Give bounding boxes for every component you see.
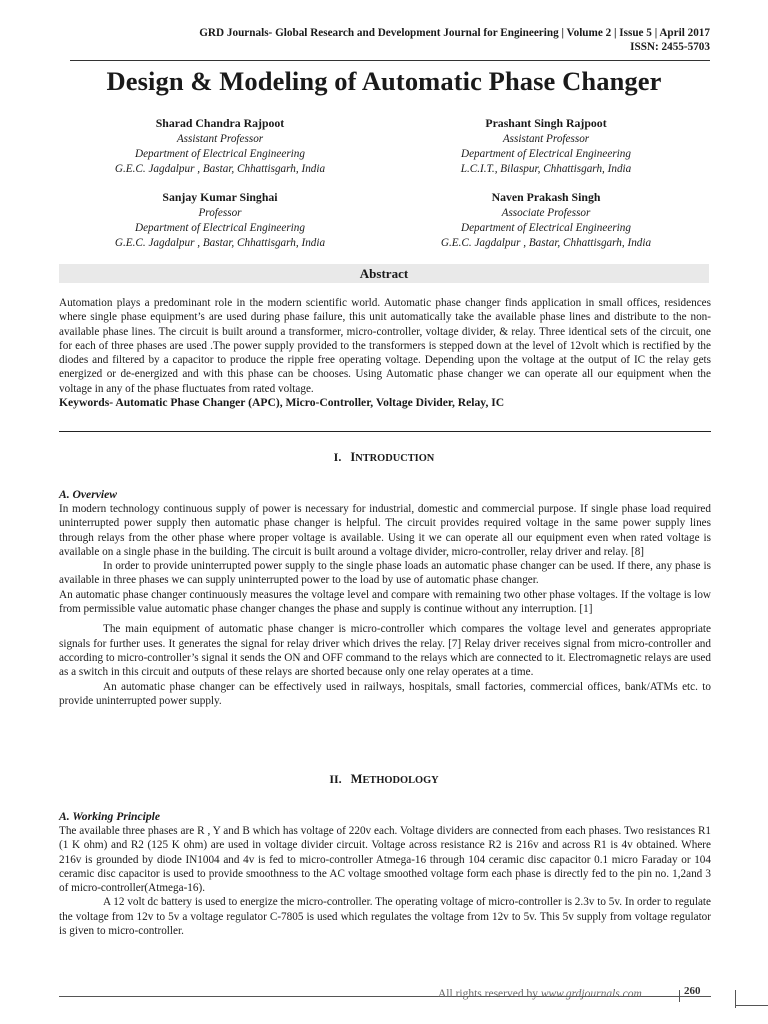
paragraph: The available three phases are R , Y and B which has voltage of 220v each. Voltage dividers are connected from each phases. Two resistances R1 (1 K ohm) and R2 (125 K ohm) are used in voltage divider circuit. Voltage across resistance R2 is 216v and across R1 is 4v obtained. Where 216v is grounded by diode IN1004 and 4v is fed to micro-controller Atmega-16 through 104 ceramic disc capacitor 0.1 micro Faraday or 104 ceramic disc capacitor is used to provide smoothness to the AC voltage smoothed voltage form each phase is directly fed to the pin no. 1,2and 3 of micro-controller(Atmega-16). [59, 825, 711, 895]
author-block-4 [396, 190, 696, 251]
journal-header [70, 26, 710, 54]
section-title-rest: ETHODOLOGY [362, 775, 439, 786]
footer-rights [438, 988, 642, 1000]
page-number: 260 [684, 985, 701, 997]
author-block-1 [70, 116, 370, 177]
author-role: Professor [198, 207, 242, 219]
author-name: Sharad Chandra Rajpoot [155, 116, 285, 130]
paragraph: In modern technology continuous supply of power is necessary for industrial, domestic and commercial purpose. If single phase load required uninterrupted power supply then automatic phase changer is helpful. The circuit provides required voltage in the same power supply lines through relays from the other phase where proper voltage is available. Using it we can operate all our equipment even when rated voltage is available on a single phase in the building. The circuit is built around a voltage divider, micro-controller, relay driver and relay. [8] [59, 503, 711, 558]
paragraph: A 12 volt dc battery is used to energize the micro-controller. The operating voltage of micro-controller is 2.3v to 5v. In order to regulate the voltage from 12v to 5v a voltage regulator C-7805 is used which regulates the voltage from 12v to 5v. This 5v supply from voltage regulator is given to micro-controller. [59, 896, 711, 938]
author-inst: G.E.C. Jagdalpur , Bastar, Chhattisgarh, India [114, 163, 326, 175]
author-inst: G.E.C. Jagdalpur , Bastar, Chhattisgarh, India [440, 237, 652, 249]
paragraph: An automatic phase changer continuously measures the voltage level and compare with remaining two other phase voltages. If the voltage is low from permissible value automatic phase changer changes the phase and supply is continue without any interruption. [1] [59, 588, 711, 616]
footer-divider [735, 1005, 768, 1006]
section-title-initial: M [350, 772, 363, 786]
section-heading-introduction [0, 450, 768, 465]
footer-divider [679, 990, 680, 1002]
abstract-text: Automation plays a predominant role in the modern scientific world. Automatic phase changer finds application in small offices, residences where single phase equipment’s are used during phase failure, this unit automatically take the available phase lines and distribute to the non-available phase lines. The circuit is built around a transformer, micro-controller, voltage divider, & relay. Three identical sets of the circuit, one for each of three phases are used .The power supply provided to the transformers is stepped down at the level of 12volt which is rectified by the diodes and filtered by a capacitor to produce the ripple free operating voltage. Depending upon the voltage at the output of IC the relay gets energized or de-energized and with this phase can be chooses. Using Automatic phase changer we can operate all our equipment when the voltage in any of the phase fluctuates from rated voltage. [59, 297, 711, 395]
author-inst: L.C.I.T., Bilaspur, Chhattisgarh, India [460, 163, 632, 175]
author-dept: Department of Electrical Engineering [461, 148, 631, 160]
abstract-body [59, 296, 711, 410]
section-title-rest: NTRODUCTION [355, 453, 435, 464]
abstract-divider [59, 431, 711, 432]
author-name: Prashant Singh Rajpoot [485, 116, 607, 130]
paragraph: In order to provide uninterrupted power supply to the single phase loads an automatic phase changer can be used. If there, any phase is available in three phases we can supply uninterrupted power to the load by use of automatic phase changer. [59, 560, 711, 587]
author-role: Associate Professor [501, 207, 591, 219]
journal-website-link[interactable]: www.grdjournals.com [540, 988, 642, 1000]
section-number: I. [333, 450, 342, 464]
paragraph: The main equipment of automatic phase changer is micro-controller which compares the voltage level and generates appropriate signals for further uses. It generates the signal for relay driver which drives the relay. [7] Relay driver receives signal from micro-controller and according to micro-controller’s signal it sends the ON and OFF command to the relays which are connected to it. Electromagnetic relays are used as a switch in this circuit and outputs of these relays are shorted because only one relay operates at a time. [59, 623, 711, 679]
methodology-body [59, 824, 711, 938]
paper-title: Design & Modeling of Automatic Phase Changer [106, 66, 662, 96]
section-title-initial: I [350, 450, 356, 464]
author-dept: Department of Electrical Engineering [135, 148, 305, 160]
author-block-2 [396, 116, 696, 177]
author-dept: Department of Electrical Engineering [461, 222, 631, 234]
introduction-body [59, 502, 711, 708]
author-name: Naven Prakash Singh [491, 190, 601, 204]
section-heading-methodology [0, 772, 768, 787]
author-role: Assistant Professor [176, 133, 264, 145]
author-inst: G.E.C. Jagdalpur , Bastar, Chhattisgarh, India [114, 237, 326, 249]
subsection-heading-overview: A. Overview [59, 488, 117, 501]
author-dept: Department of Electrical Engineering [135, 222, 305, 234]
section-number: II. [329, 772, 342, 786]
rights-text: All rights reserved by [438, 988, 541, 1000]
author-block-3 [70, 190, 370, 251]
issn: ISSN: 2455-5703 [630, 41, 710, 53]
abstract-heading: Abstract [59, 264, 709, 283]
author-role: Assistant Professor [502, 133, 590, 145]
journal-line: GRD Journals- Global Research and Development Journal for Engineering | Volume 2 | Issue 5 | April 2017 [199, 27, 710, 39]
paragraph: An automatic phase changer can be effectively used in railways, hospitals, small factories, commercial offices, bank/ATMs etc. to provide uninterrupted power supply. [59, 680, 711, 707]
keywords: Keywords- Automatic Phase Changer (APC), Micro-Controller, Voltage Divider, Relay, IC [59, 396, 505, 410]
author-name: Sanjay Kumar Singhai [162, 190, 278, 204]
subsection-heading-working-principle: A. Working Principle [59, 810, 161, 823]
header-rule [70, 60, 710, 61]
